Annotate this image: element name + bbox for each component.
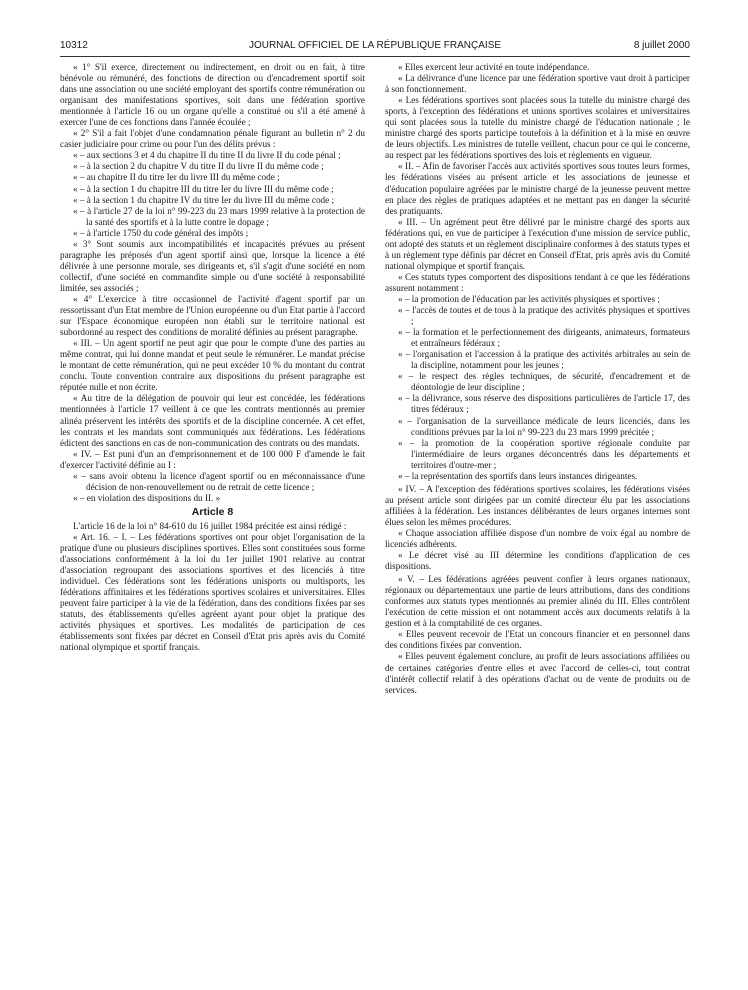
list-item: « – la promotion de l'éducation par les activités physiques et sportives ;: [398, 293, 660, 304]
list-item: « – l'accès de toutes et de tous à la pratique des activités physiques et sportives ;: [398, 305, 690, 327]
paragraph: « Au titre de la délégation de pouvoir qui leur est concédée, les fédérations mentionnées à l'article 17 veillent à ce que les contrats mentionnés au premier alinéa préservent les intérêts des sportifs et de la discipline concernée. A cet effet, les contrats et les mandats sont communiqués aux fédérations. Les fédérations édictent des sanctions en cas de non-communication des contrats ou des mandats.: [60, 393, 365, 448]
list-item: « – au chapitre II du titre Ier du livre III du même code ;: [73, 172, 280, 183]
paragraph: « IV. – A l'exception des fédérations sportives scolaires, les fédérations visées au présent article sont dirigées par un comité directeur élu par les associations affiliées à la fédération. Les instances délibérantes de leurs organes internes sont élues selon les mêmes procédures.: [385, 483, 690, 527]
list-item: « – sans avoir obtenu la licence d'agent sportif ou en méconnaissance d'une décision de non-renouvellement ou de retrait de cette licence ;: [73, 470, 365, 492]
paragraph: « La délivrance d'une licence par une fédération sportive vaut droit à participer à son fonctionnement.: [385, 73, 690, 95]
list-item: « – le respect des règles techniques, de sécurité, d'encadrement et de déontologie de leur discipline ;: [398, 371, 690, 393]
paragraph: « Le décret visé au III détermine les conditions d'application de ces dispositions.: [385, 550, 690, 572]
page-number: 10312: [60, 40, 88, 51]
list-item: « – aux sections 3 et 4 du chapitre II du titre II du livre II du code pénal ;: [73, 150, 341, 161]
list-item: « – à la section 2 du chapitre V du titre II du livre II du même code ;: [73, 161, 324, 172]
paragraph: « Chaque association affiliée dispose d'un nombre de voix égal au nombre de licenciés adhérents.: [385, 527, 690, 550]
journal-title: JOURNAL OFFICIEL DE LA RÉPUBLIQUE FRANÇAISE: [248, 40, 502, 51]
list-item: « – à la section 1 du chapitre IV du titre Ier du livre III du même code ;: [73, 194, 335, 205]
left-column: [60, 62, 365, 653]
paragraph: « III. – Un agrément peut être délivré par le ministre chargé des sports aux fédérations qui, en vue de participer à l'exécution d'une mission de service public, ont adopté des statuts et un règlement disciplinaire conformes à des statuts types et à un règlement type définis par décret en Conseil d'Etat, pris après avis du Comité national olympique et sportif français.: [385, 216, 690, 271]
paragraph: « 2° S'il a fait l'objet d'une condamnation pénale figurant au bulletin n° 2 du casier judiciaire pour crime ou pour l'un des délits prévus :: [60, 128, 365, 150]
right-column: [385, 62, 690, 696]
paragraph: « V. – Les fédérations agréées peuvent confier à leurs organes nationaux, régionaux ou départementaux une partie de leurs attributions, dans des conditions conformes aux statuts types mentionnés au premier alinéa du III. Elles contrôlent l'exécution de cette mission et ont notamment accès aux documents relatifs à la gestion et à la comptabilité de ces organes.: [385, 574, 690, 629]
list-item: « – à l'article 27 de la loi n° 99-223 du 23 mars 1999 relative à la protection de la santé des sportifs et à la lutte contre le dopage ;: [73, 205, 365, 227]
paragraph: « 3° Sont soumis aux incompatibilités et incapacités prévues au présent paragraphe les préposés d'un agent sportif ainsi que, lorsque la licence a été délivrée à une personne morale, ses dirigeants et, s'il s'agit d'une société en nom collectif, d'une société en commandite simple ou d'une société à responsabilité limitée, ses associés ;: [60, 238, 365, 293]
paragraph: « Elles peuvent recevoir de l'Etat un concours financier et en personnel dans des conditions fixées par convention.: [385, 629, 690, 651]
paragraph: « Elles peuvent également conclure, au profit de leurs associations affiliées ou de certaines catégories d'entre elles et avec l'accord de celles-ci, tout contrat d'intérêt collectif relatif à des opérations d'achat ou de vente de produits ou de services.: [385, 651, 690, 695]
list-item: « – la délivrance, sous réserve des dispositions particulières de l'article 17, des titres fédéraux ;: [398, 393, 690, 415]
list-item: « – l'organisation de la surveillance médicale de leurs licenciés, dans les conditions prévues par la loi n° 99-223 du 23 mars 1999 précitée ;: [398, 415, 690, 437]
list-item: « – la représentation des sportifs dans leurs instances dirigeantes.: [398, 470, 638, 481]
list-item: « – à l'article 1750 du code général des impôts ;: [73, 227, 249, 238]
list-item: « – la formation et le perfectionnement des dirigeants, animateurs, formateurs et entraîneurs fédéraux ;: [398, 327, 690, 349]
paragraph: « II. – Afin de favoriser l'accès aux activités sportives sous toutes leurs formes, les fédérations visées au présent article et les associations de jeunesse et d'éducation populaire agréées par le ministre chargé de la jeunesse peuvent mettre en place des règles de pratiques adaptées et ne mettant pas en danger la sécurité des pratiquants.: [385, 161, 690, 216]
paragraph: « IV. – Est puni d'un an d'emprisonnement et de 100 000 F d'amende le fait d'exercer l'activité définie au I :: [60, 448, 365, 470]
list-item: « – en violation des dispositions du II. »: [73, 492, 221, 503]
paragraph: « Elles exercent leur activité en toute indépendance.: [398, 62, 590, 72]
list-item: « – à la section 1 du chapitre III du titre Ier du livre III du même code ;: [73, 183, 334, 194]
paragraph: « Art. 16. – I. – Les fédérations sportives ont pour objet l'organisation de la pratique d'une ou plusieurs disciplines sportives. Elles sont constituées sous forme d'associations conformément à la loi du 1er juillet 1901 relative au contrat d'association regroupant des associations sportives et des licenciés à titre individuel. Ces fédérations sont les fédérations unisports ou multisports, les fédérations affinitaires et les fédérations sportives scolaires et universitaires. Elles peuvent faire participer à la vie de la fédération, dans des conditions fixées par ses statuts, des établissements qu'elles agréent ayant pour objet la pratique des activités physiques et sportives. Les modalités de participation de ces établissements sont fixées par décret en Conseil d'Etat pris après avis du Comité national olympique et sportif français.: [60, 531, 365, 653]
article-heading: Article 8: [191, 505, 234, 518]
list-item: « – la promotion de la coopération sportive régionale conduite par l'intermédiaire de leurs organes déconcentrés dans les départements et territoires d'outre-mer ;: [398, 437, 690, 470]
paragraph: « 1° S'il exerce, directement ou indirectement, en droit ou en fait, à titre bénévole ou rémunéré, des fonctions de direction ou d'encadrement sportif soit dans une association ou une société employant des sportifs contre rémunération ou organisant des manifestations sportives, soit dans une fédération sportive mentionnée à l'article 16 ou un organe qu'elle a constitué ou s'il a été amené à exercer l'une de ces fonctions dans l'année écoulée ;: [60, 62, 365, 128]
list-item: « – l'organisation et l'accession à la pratique des activités arbitrales au sein de la discipline, notamment pour les jeunes ;: [398, 349, 690, 371]
paragraph: « III. – Un agent sportif ne peut agir que pour le compte d'une des parties au même contrat, qui lui donne mandat et peut seule le rémunérer. Le mandat précise le montant de cette rémunération, qui ne peut excéder 10 % du montant du contrat conclu. Toute convention contraire aux dispositions du présent paragraphe est réputée nulle et non écrite.: [60, 338, 365, 393]
page-header: [60, 40, 690, 56]
paragraph: « Les fédérations sportives sont placées sous la tutelle du ministre chargé des sports, à l'exception des fédérations et unions sportives scolaires et universitaires qui sont placées sous la tutelle du ministre chargé de l'éducation nationale ; le ministre chargé des sports participe toutefois à la définition et à la mise en œuvre de leurs objectifs. Les ministres de tutelle veillent, chacun pour ce qui le concerne, au respect par les fédérations sportives des lois et règlements en vigueur.: [385, 95, 690, 161]
paragraph: « Ces statuts types comportent des dispositions tendant à ce que les fédérations assurent notamment :: [385, 271, 690, 293]
header-rule: [60, 56, 690, 57]
paragraph: L'article 16 de la loi n° 84-610 du 16 juillet 1984 précitée est ainsi rédigé :: [73, 520, 347, 531]
publication-date: 8 juillet 2000: [633, 40, 690, 51]
paragraph: « 4° L'exercice à titre occasionnel de l'activité d'agent sportif par un ressortissant d'un Etat membre de l'Union européenne ou d'un Etat partie à l'accord sur l'Espace économique européen non établi sur le territoire national est subordonné au respect des conditions de moralité définies au présent paragraphe.: [60, 293, 365, 338]
